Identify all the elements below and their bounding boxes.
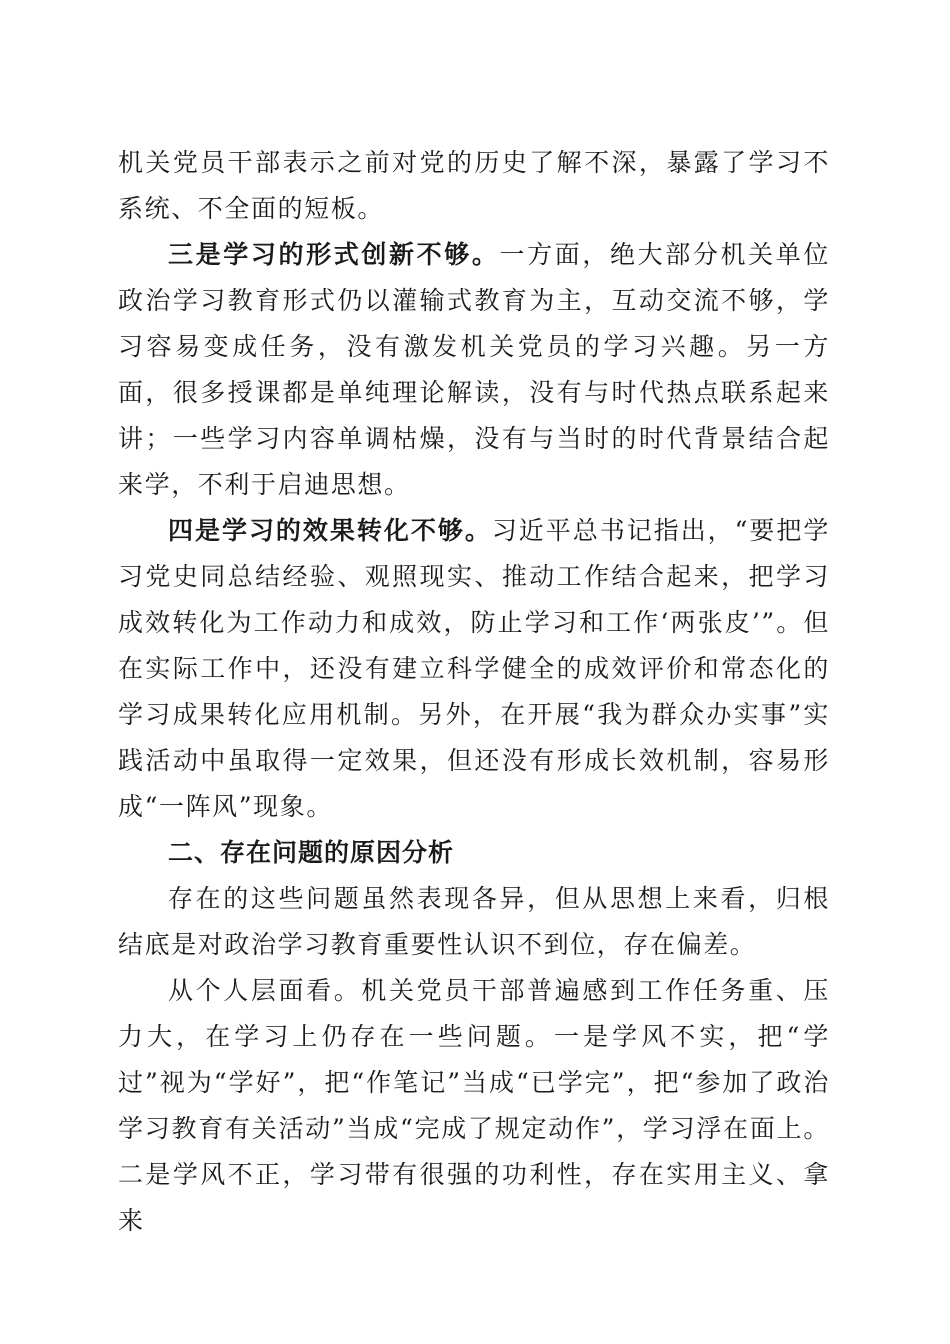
paragraph-text: 存在的这些问题虽然表现各异，但从思想上来看，归根结底是对政治学习教育重要性认识不到位，存在偏差。 — [118, 884, 830, 959]
paragraph-text: 机关党员干部表示之前对党的历史了解不深，暴露了学习不系统、不全面的短板。 — [118, 148, 830, 223]
paragraph-form-innovation — [118, 232, 830, 508]
section-heading — [118, 830, 830, 876]
paragraph-cause-summary — [118, 876, 830, 968]
paragraph-text: 习近平总书记指出，“要把学习党史同总结经验、观照现实、推动工作结合起来，把学习成效转化为工作动力和成效，防止学习和工作‘两张皮’”。但在实际工作中，还没有建立科学健全的成效评价和常态化的学习成果转化应用机制。另外，在开展“我为群众办实事”实践活动中虽取得一定效果，但还没有形成长效机制，容易形成“一阵风”现象。 — [118, 516, 830, 821]
paragraph-lead: 四是学习的效果转化不够。 — [168, 516, 492, 545]
paragraph-lead: 三是学习的形式创新不够。 — [168, 240, 500, 269]
paragraph-effect-transformation — [118, 508, 830, 830]
paragraph-text: 一方面，绝大部分机关单位政治学习教育形式仍以灌输式教育为主，互动交流不够，学习容易变成任务，没有激发机关党员的学习兴趣。另一方面，很多授课都是单纯理论解读，没有与时代热点联系起来讲；一些学习内容单调枯燥，没有与当时的时代背景结合起来学，不利于启迪思想。 — [118, 240, 831, 499]
document-body — [118, 140, 830, 1244]
paragraph-individual-level — [118, 968, 830, 1244]
section-heading-text: 二、存在问题的原因分析 — [168, 838, 455, 867]
paragraph-continuation — [118, 140, 830, 232]
paragraph-text: 从个人层面看。机关党员干部普遍感到工作任务重、压力大，在学习上仍存在一些问题。一是学风不实，把“学过”视为“学好”，把“作笔记”当成“已学完”，把“参加了政治学习教育有关活动”当成“完成了规定动作”，学习浮在面上。二是学风不正，学习带有很强的功利性，存在实用主义、拿来 — [118, 976, 830, 1235]
